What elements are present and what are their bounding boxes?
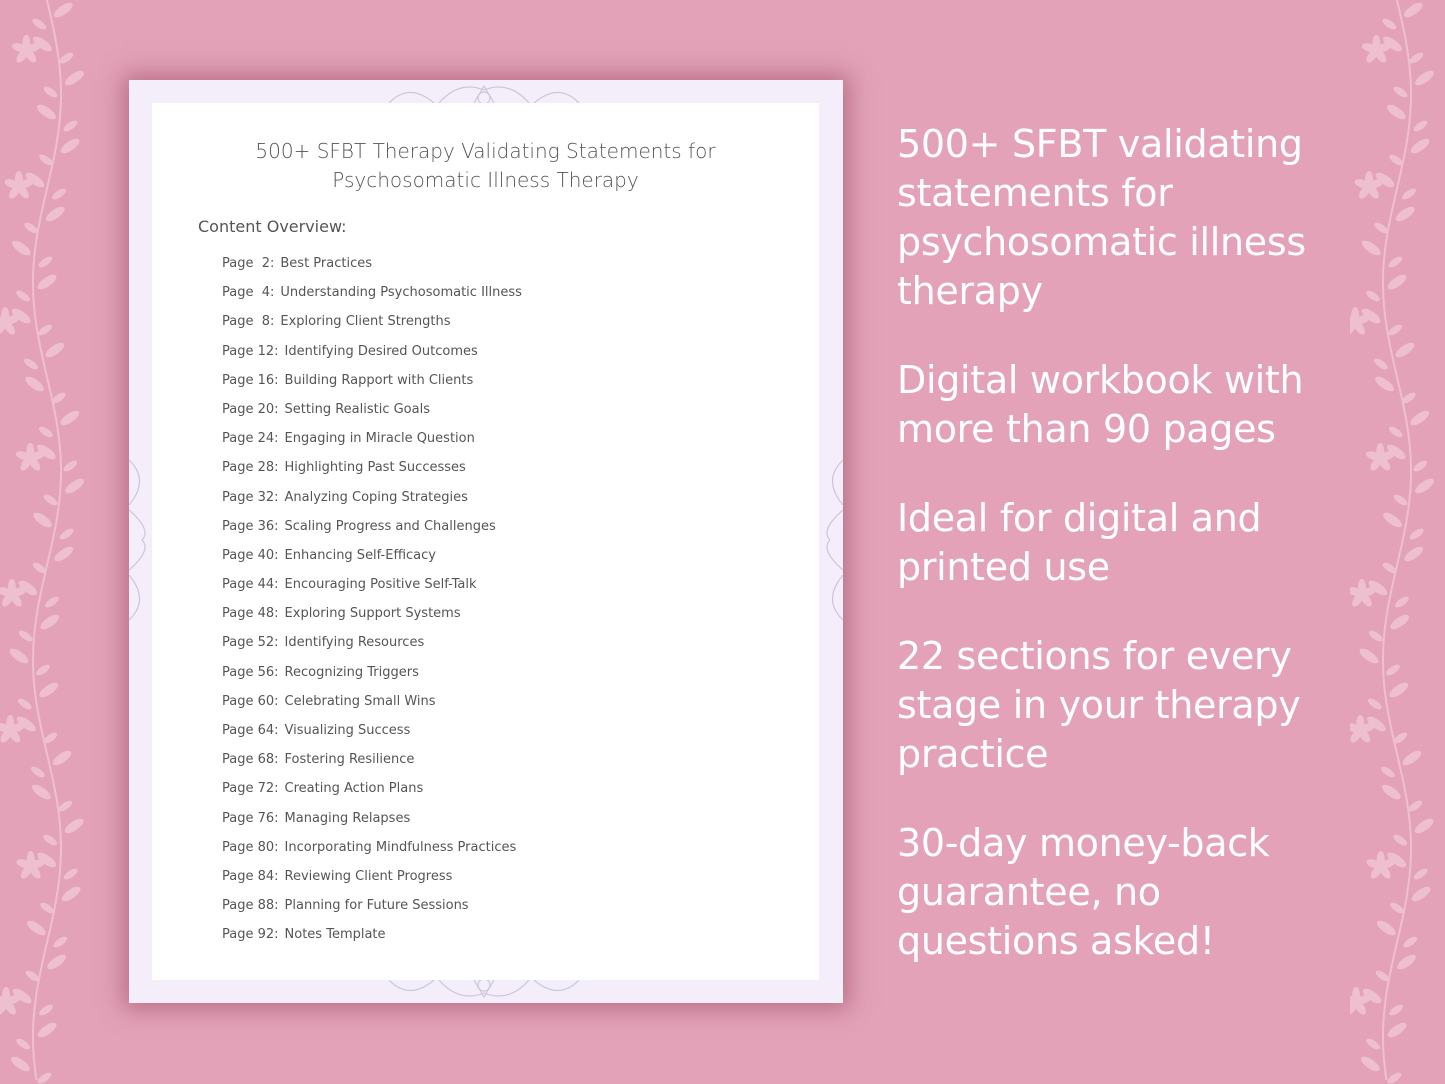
toc-item bbox=[222, 896, 522, 925]
floral-vine-icon bbox=[0, 0, 95, 1084]
toc-item bbox=[222, 371, 522, 400]
toc-section-title: Notes Template bbox=[284, 927, 386, 943]
page-content bbox=[152, 103, 819, 980]
toc-section-title: Celebrating Small Wins bbox=[284, 693, 436, 709]
toc-item bbox=[222, 633, 522, 662]
toc-section-title: Reviewing Client Progress bbox=[284, 868, 453, 884]
content-overview-label: Content Overview: bbox=[198, 217, 347, 236]
toc-page-number: Page 44: bbox=[222, 577, 279, 593]
feature-text: Ideal for digital and printed use bbox=[897, 496, 1262, 589]
toc-page-number: Page 2: bbox=[222, 256, 275, 271]
toc-section-title: Identifying Desired Outcomes bbox=[284, 343, 478, 359]
toc-item bbox=[222, 692, 522, 721]
toc-item bbox=[222, 342, 522, 371]
toc-page-number: Page 28: bbox=[222, 460, 279, 476]
toc-page-number: Page 64: bbox=[222, 723, 279, 738]
mandala-icon bbox=[129, 450, 152, 630]
toc-section-title: Visualizing Success bbox=[284, 723, 411, 738]
toc-item bbox=[222, 604, 522, 633]
toc-page-number: Page 52: bbox=[222, 635, 279, 651]
toc-section-title: Setting Realistic Goals bbox=[284, 401, 430, 417]
toc-page-number: Page 16: bbox=[222, 372, 279, 388]
toc-section-title: Exploring Support Systems bbox=[284, 606, 461, 622]
toc-page-number: Page 12: bbox=[222, 343, 279, 359]
toc-item bbox=[222, 312, 522, 341]
toc-page-number: Page 56: bbox=[222, 664, 279, 680]
toc-section-title: Highlighting Past Successes bbox=[284, 460, 466, 476]
toc-item bbox=[222, 254, 522, 283]
toc-page-number: Page 32: bbox=[222, 489, 279, 505]
toc-section-title: Enhancing Self-Efficacy bbox=[284, 547, 436, 563]
feature-text: 30-day money-back guarantee, no questions asked! bbox=[897, 821, 1270, 963]
toc-page-number: Page 40: bbox=[222, 547, 279, 563]
toc-page-number: Page 92: bbox=[222, 927, 279, 943]
feature-text: 22 sections for every stage in your therapy practice bbox=[897, 634, 1301, 776]
toc-section-title: Understanding Psychosomatic Illness bbox=[280, 285, 522, 301]
toc-section-title: Managing Relapses bbox=[284, 810, 411, 826]
document-title-line: Psychosomatic Illness Therapy bbox=[332, 168, 639, 192]
toc-section-title: Creating Action Plans bbox=[284, 781, 424, 797]
toc-item bbox=[222, 779, 522, 808]
toc-page-number: Page 60: bbox=[222, 693, 279, 709]
toc-page-number: Page 76: bbox=[222, 810, 279, 826]
toc-page-number: Page 72: bbox=[222, 781, 279, 797]
mandala-icon bbox=[820, 450, 843, 630]
toc-section-title: Exploring Client Strengths bbox=[280, 314, 451, 330]
feature-text: Digital workbook with more than 90 pages bbox=[897, 358, 1304, 451]
toc-section-title: Recognizing Triggers bbox=[284, 664, 419, 680]
toc-section-title: Engaging in Miracle Question bbox=[284, 431, 475, 447]
toc-page-number: Page 48: bbox=[222, 606, 279, 622]
toc-page-number: Page 84: bbox=[222, 868, 279, 884]
toc-item bbox=[222, 429, 522, 458]
floral-vine-icon bbox=[1350, 0, 1445, 1084]
toc-page-number: Page 20: bbox=[222, 401, 279, 417]
toc-page-number: Page 36: bbox=[222, 518, 279, 534]
toc-page-number: Page 4: bbox=[222, 285, 275, 301]
toc-item bbox=[222, 925, 522, 954]
toc-section-title: Encouraging Positive Self-Talk bbox=[284, 577, 477, 593]
toc-item bbox=[222, 517, 522, 546]
toc-page-number: Page 68: bbox=[222, 752, 279, 768]
toc-item bbox=[222, 488, 522, 517]
toc-item bbox=[222, 283, 522, 312]
document-title bbox=[152, 137, 819, 195]
toc-section-title: Analyzing Coping Strategies bbox=[284, 489, 468, 505]
toc-item bbox=[222, 750, 522, 779]
table-of-contents bbox=[222, 254, 522, 955]
document-title-line: 500+ SFBT Therapy Validating Statements for bbox=[255, 139, 716, 163]
mandala-icon bbox=[379, 980, 589, 1003]
feature-list bbox=[897, 120, 1337, 1006]
toc-page-number: Page 80: bbox=[222, 839, 279, 855]
toc-item bbox=[222, 458, 522, 487]
toc-section-title: Building Rapport with Clients bbox=[284, 372, 474, 388]
toc-page-number: Page 88: bbox=[222, 898, 279, 914]
toc-section-title: Planning for Future Sessions bbox=[284, 898, 469, 914]
toc-item bbox=[222, 809, 522, 838]
feature-text: 500+ SFBT validating statements for psychosomatic illness therapy bbox=[897, 122, 1306, 313]
toc-page-number: Page 24: bbox=[222, 431, 279, 447]
toc-item bbox=[222, 575, 522, 604]
toc-item bbox=[222, 663, 522, 692]
toc-section-title: Scaling Progress and Challenges bbox=[284, 518, 496, 534]
toc-section-title: Fostering Resilience bbox=[284, 752, 415, 768]
toc-section-title: Best Practices bbox=[280, 256, 373, 271]
toc-section-title: Incorporating Mindfulness Practices bbox=[284, 839, 517, 855]
toc-item bbox=[222, 400, 522, 429]
toc-item bbox=[222, 721, 522, 750]
toc-item bbox=[222, 867, 522, 896]
toc-page-number: Page 8: bbox=[222, 314, 275, 330]
toc-section-title: Identifying Resources bbox=[284, 635, 425, 651]
workbook-page-preview bbox=[129, 80, 843, 1003]
mandala-icon bbox=[379, 80, 589, 103]
toc-item bbox=[222, 546, 522, 575]
toc-item bbox=[222, 838, 522, 867]
